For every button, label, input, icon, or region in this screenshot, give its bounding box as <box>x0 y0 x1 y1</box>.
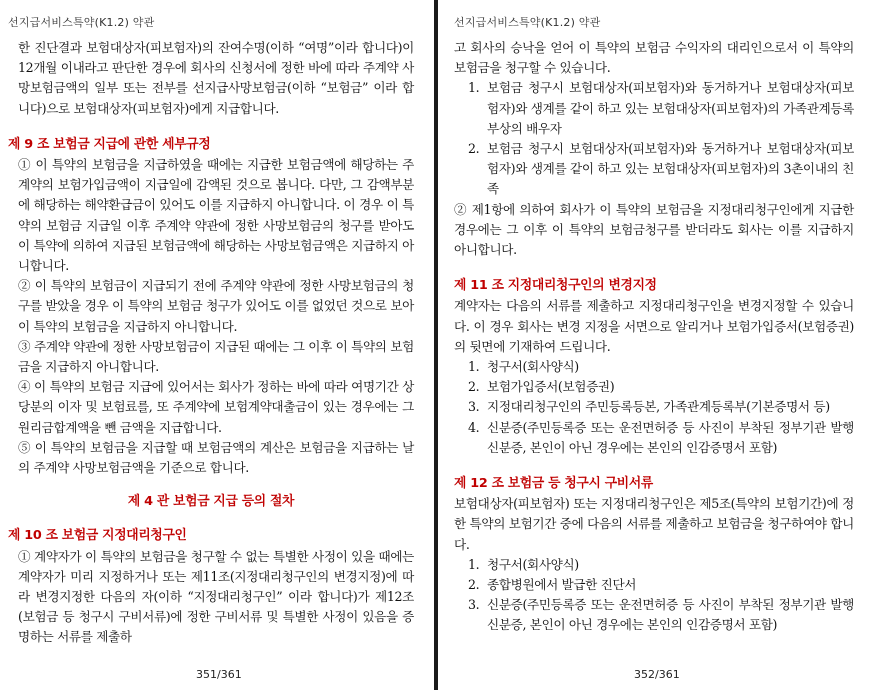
continued-paragraph: 한 진단결과 보험대상자(피보험자)의 잔여수명(이하 “여명”이라 합니다)이 12개월 이내라고 판단한 경우에 회사의 신청서에 정한 바에 따라 주계약 사망보험금액의 일부 또는 전부를 선지급사망보험금(이하 “보험금” 이라 합니다)으로 보험대상자(피보험자)에게 지급합니다. <box>18 40 414 116</box>
list-item: 2. 보험가입증서(보험증권) <box>468 379 615 395</box>
right-page-body <box>454 38 854 636</box>
article-11-document-list <box>454 357 854 458</box>
left-page-body <box>8 38 414 648</box>
article-9-para-1: ① 이 특약의 보험금을 지급하였을 때에는 지급한 보험금액에 해당하는 주계약의 보험가입금액이 지급일에 감액된 것으로 봅니다. 다만, 그 감액부분에 해당하는 해약환급금이 있어도 이를 지급하지 아니합니다. 이 경우 이 특약의 보험금 지급일 이후 주계약 약관에 정한 사망보험금의 청구를 받아도 이 특약에 의하여 지급된 보험금액에 해당하는 사망보험금액은 지급하지 아니합니다. <box>18 157 414 274</box>
running-head: 선지급서비스특약(K1.2) 약관 <box>454 16 601 29</box>
running-head: 선지급서비스특약(K1.2) 약관 <box>8 16 155 29</box>
list-item: 2. 종합병원에서 발급한 진단서 <box>468 577 637 593</box>
article-12-document-list <box>454 555 854 636</box>
article-12-heading: 제 12 조 보험금 등 청구시 구비서류 <box>454 476 653 492</box>
article-12-para: 보험대상자(피보험자) 또는 지정대리청구인은 제5조(특약의 보험기간)에 정한 특약의 보험기간 중에 다음의 서류를 제출하고 보험금을 청구하여야 합니다. <box>454 496 854 552</box>
continued-paragraph: 고 회사의 승낙을 얻어 이 특약의 보험금 수익자의 대리인으로서 이 특약의 보험금을 청구할 수 있습니다. <box>454 40 854 76</box>
page-number: 351/361 <box>196 668 242 681</box>
list-item: 1. 청구서(회사양식) <box>468 556 579 572</box>
article-10-para-1: ① 계약자가 이 특약의 보험금을 청구할 수 없는 특별한 사정이 있을 때에는 계약자가 미리 지정하거나 또는 제11조(지정대리청구인의 변경지정)에 따라 변경지정한 다음의 자(이하 “지정대리청구인” 이라 합니다)가 제12조(보험금 등 청구시 구비서류)에 정한 구비서류 및 특별한 사정이 있음을 증명하는 서류를 제출하 <box>18 548 414 645</box>
article-10-heading: 제 10 조 보험금 지정대리청구인 <box>8 528 187 544</box>
list-item: 1. 청구서(회사양식) <box>468 359 579 375</box>
chapter-4-heading: 제 4 관 보험금 지급 등의 절차 <box>127 494 295 510</box>
article-11-heading: 제 11 조 지정대리청구인의 변경지정 <box>454 278 657 294</box>
list-item: 2. 보험금 청구시 보험대상자(피보험자)와 동거하거나 보험대상자(피보험자)와 생계를 같이 하고 있는 보험대상자(피보험자)의 3촌이내의 친족 <box>468 141 854 197</box>
article-9-heading: 제 9 조 보험금 지급에 관한 세부규정 <box>8 136 211 152</box>
article-9-para-5: ⑤ 이 특약의 보험금을 지급할 때 보험금액의 계산은 보험금을 지급하는 날의 주계약 사망보험금액을 기준으로 합니다. <box>18 439 414 476</box>
right-page <box>438 0 870 690</box>
list-item: 4. 신분증(주민등록증 또는 운전면허증 등 사진이 부착된 정부기관 발행 신분증, 본인이 아닌 경우에는 본인의 인감증명서 포함) <box>468 419 854 455</box>
list-item: 3. 지정대리청구인의 주민등록등본, 가족관계등록부(기본증명서 등) <box>468 399 830 415</box>
list-item: 3. 신분증(주민등록증 또는 운전면허증 등 사진이 부착된 정부기관 발행 신분증, 본인이 아닌 경우에는 본인의 인감증명서 포함) <box>468 597 854 633</box>
article-9-para-2: ② 이 특약의 보험금이 지급되기 전에 주계약 약관에 정한 사망보험금의 청구를 받았을 경우 이 특약의 보험금 청구가 있어도 이를 없었던 것으로 보아 이 특약의 보험금을 지급하지 아니합니다. <box>18 278 414 334</box>
article-11-para: 계약자는 다음의 서류를 제출하고 지정대리청구인을 변경지정할 수 있습니다. 이 경우 회사는 변경 지정을 서면으로 알리거나 보험가입증서(보험증권)의 뒷면에 기재하여 드립니다. <box>454 298 854 354</box>
list-item: 1. 보험금 청구시 보험대상자(피보험자)와 동거하거나 보험대상자(피보험자)와 생계를 같이 하고 있는 보험대상자(피보험자)의 가족관계등록부상의 배우자 <box>468 80 854 136</box>
page-number: 352/361 <box>634 668 680 681</box>
article-9-para-3: ③ 주계약 약관에 정한 사망보험금이 지급된 때에는 그 이후 이 특약의 보험금을 지급하지 아니합니다. <box>18 338 414 375</box>
proxy-claimant-list <box>454 78 854 199</box>
article-9-para-4: ④ 이 특약의 보험금 지급에 있어서는 회사가 정하는 바에 따라 여명기간 상당분의 이자 및 보험료를, 또 주계약에 보험계약대출금이 있는 경우에는 그 원리금합계액을 뺀 금액을 지급합니다. <box>18 379 414 435</box>
article-10-para-2: ② 제1항에 의하여 회사가 이 특약의 보험금을 지정대리청구인에게 지급한 경우에는 그 이후 이 특약의 보험금청구를 받더라도 회사는 이를 지급하지 아니합니다. <box>454 201 854 258</box>
left-page <box>0 0 434 690</box>
